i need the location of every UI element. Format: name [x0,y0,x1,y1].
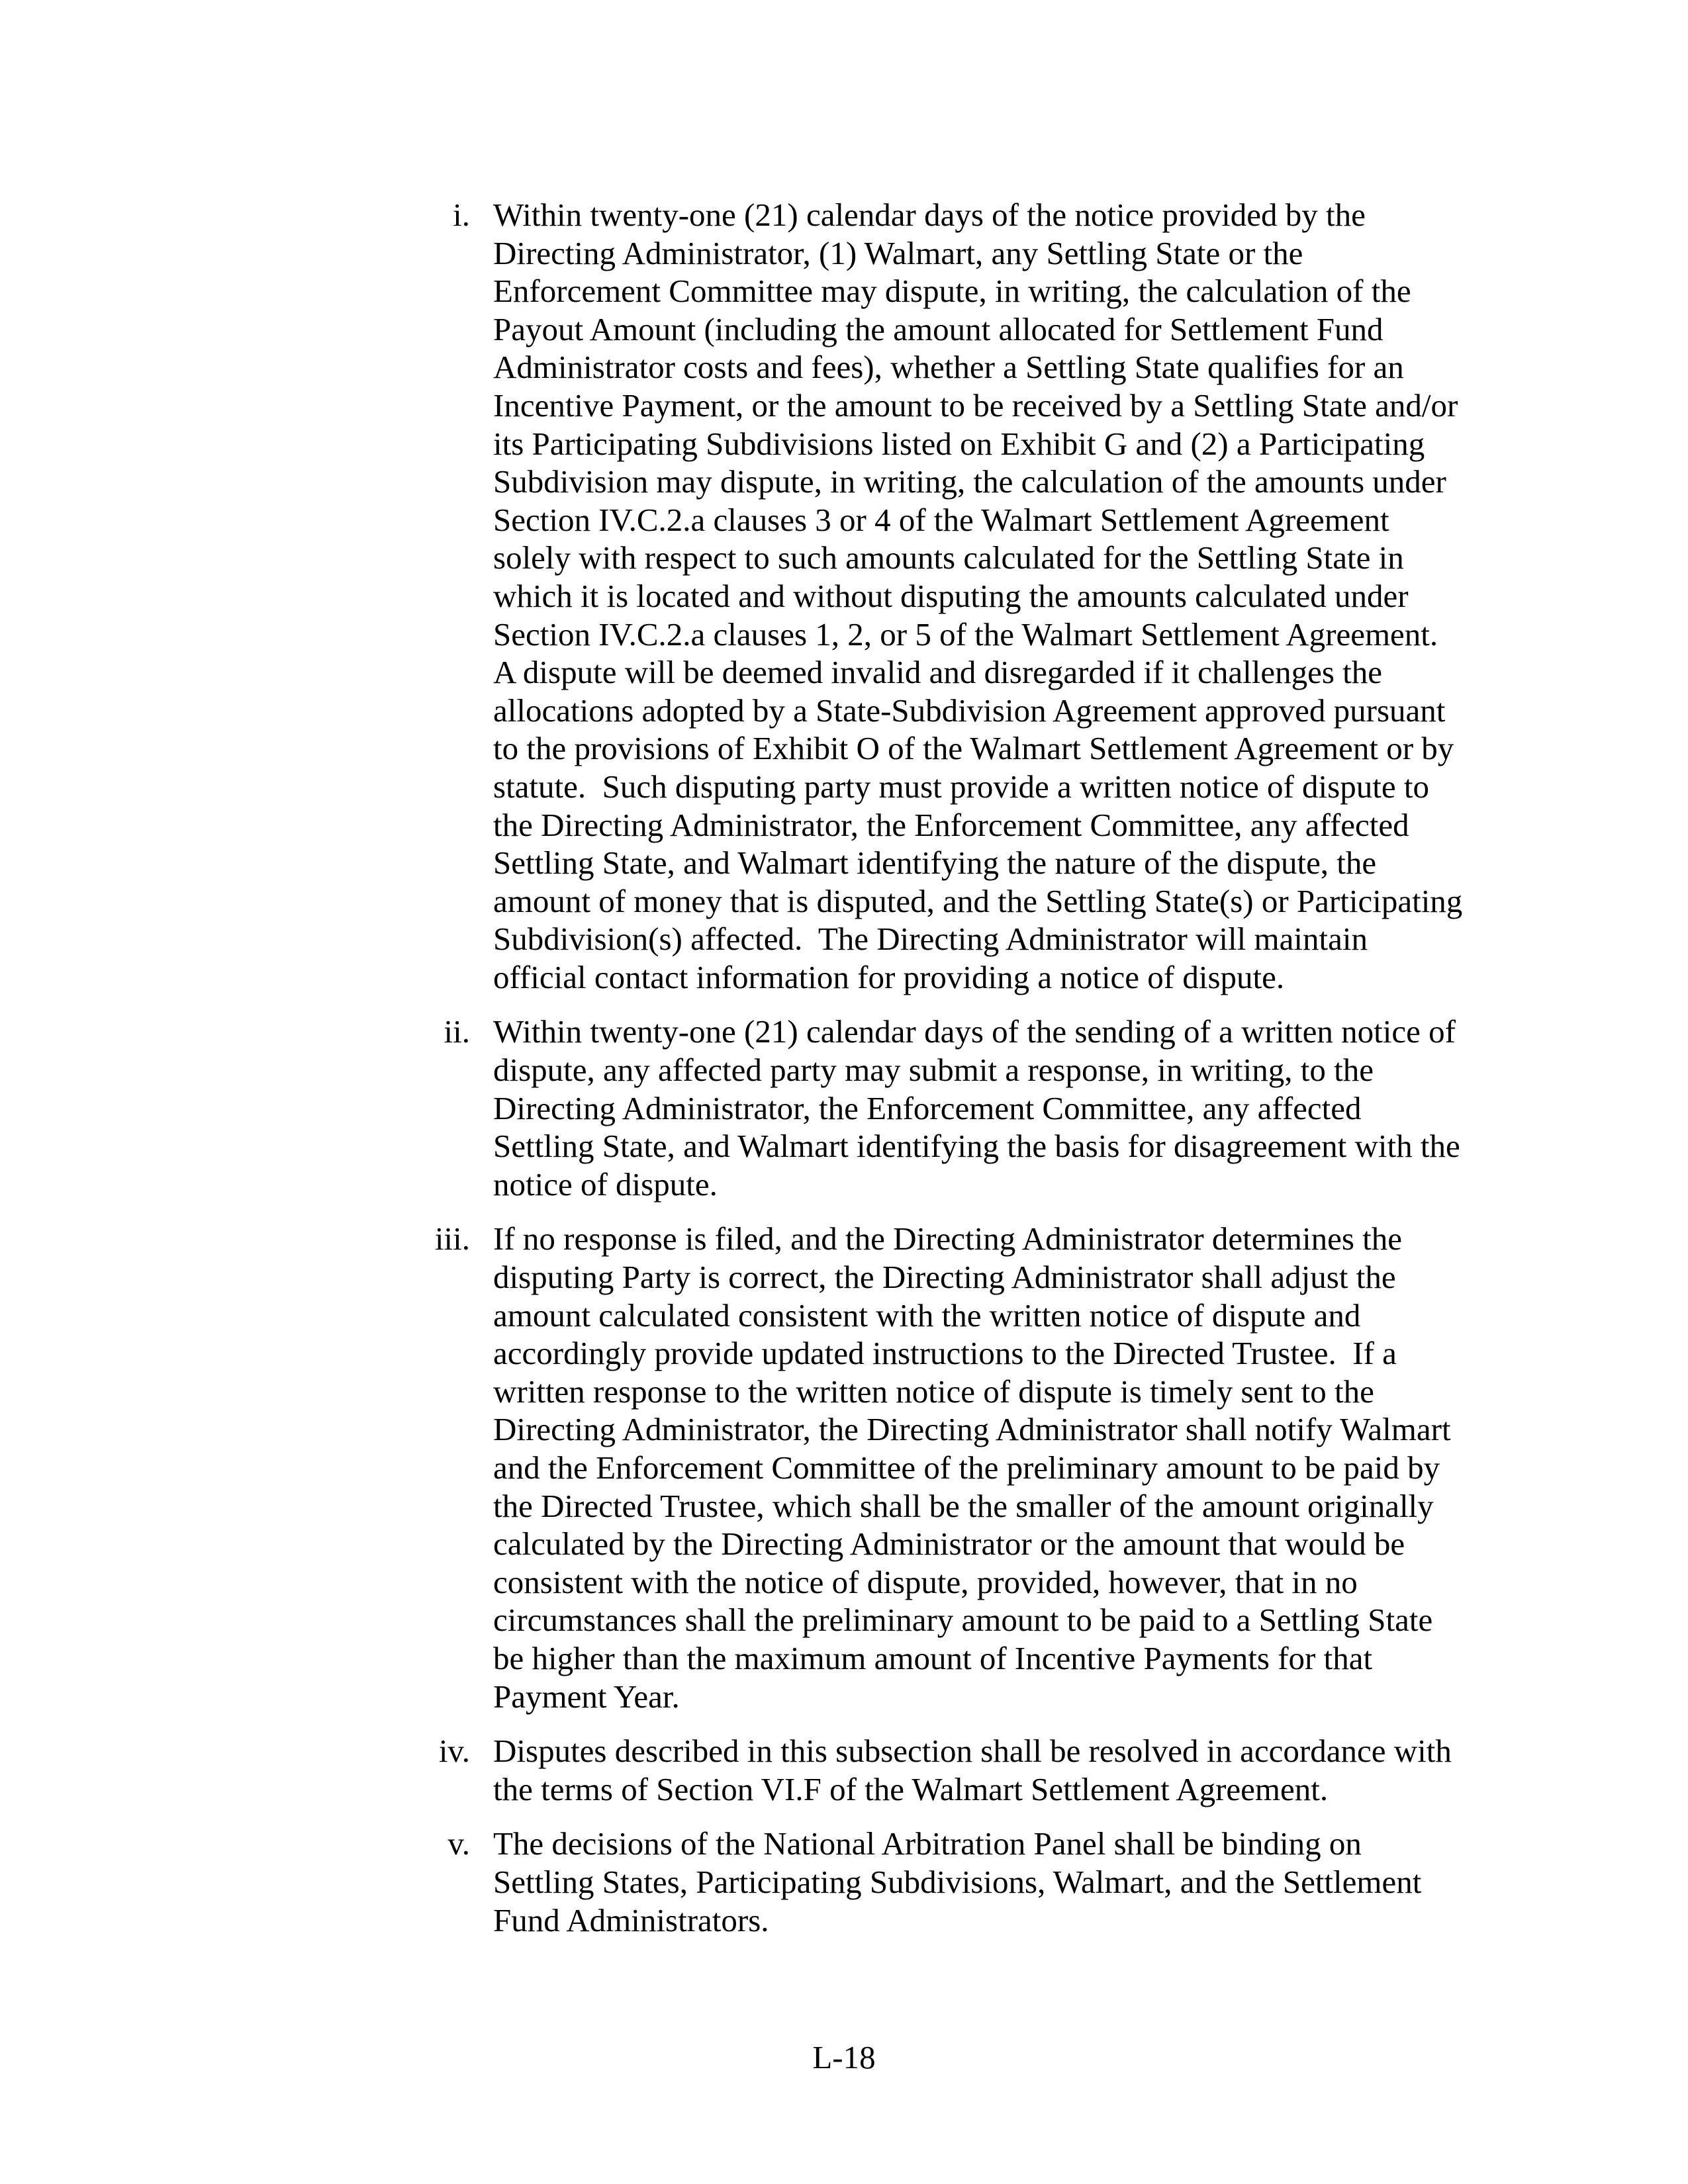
text-line: and the Enforcement Committee of the preliminary amount to be paid by [493,1449,1440,1486]
text-line: Administrator costs and fees), whether a Settling State qualifies for an [493,349,1404,386]
text-line: Directing Administrator, the Enforcement Committee, any affected [493,1089,1362,1126]
text-line: The decisions of the National Arbitration Panel shall be binding on [493,1825,1362,1862]
text-line: Settling States, Participating Subdivisions, Walmart, and the Settlement [493,1863,1422,1900]
text-line: the terms of Section VI.F of the Walmart Settlement Agreement. [493,1770,1329,1807]
list-item-text [493,1732,1489,1808]
text-line: the Directing Administrator, the Enforcement Committee, any affected [493,806,1409,843]
text-line: Section IV.C.2.a clauses 3 or 4 of the Walmart Settlement Agreement [493,501,1389,538]
dispute-procedure-list [397,196,1489,1956]
list-item-text [493,1220,1489,1715]
list-item-text [493,196,1489,996]
text-line: which it is located and without disputing the amounts calculated under [493,577,1409,614]
text-line: written response to the written notice of dispute is timely sent to the [493,1373,1374,1410]
list-item-numeral: iv. [438,1733,470,1770]
text-line: Within twenty-one (21) calendar days of the sending of a written notice of [493,1013,1456,1050]
text-line: Fund Administrators. [493,1901,769,1938]
text-line: consistent with the notice of dispute, provided, however, that in no [493,1563,1358,1600]
list-item-text [493,1825,1489,1939]
text-line: solely with respect to such amounts calculated for the Settling State in [493,539,1404,576]
text-line: its Participating Subdivisions listed on Exhibit G and (2) a Participating [493,425,1425,462]
list-item [397,196,1489,996]
text-line: Settling State, and Walmart identifying the nature of the dispute, the [493,844,1377,882]
text-line: allocations adopted by a State-Subdivision Agreement approved pursuant [493,692,1446,729]
text-line: Section IV.C.2.a clauses 1, 2, or 5 of the Walmart Settlement Agreement. [493,615,1438,653]
text-line: amount of money that is disputed, and the Settling State(s) or Participating [493,882,1463,919]
text-line: statute. Such disputing party must provide a written notice of dispute to [493,768,1429,805]
list-item-numeral: ii. [444,1013,470,1050]
text-line: disputing Party is correct, the Directing Administrator shall adjust the [493,1259,1396,1296]
list-item [397,1220,1489,1715]
text-line: Incentive Payment, or the amount to be received by a Settling State and/or [493,387,1458,424]
text-line: calculated by the Directing Administrator or the amount that would be [493,1525,1405,1563]
list-item-text [493,1013,1489,1203]
text-line: Payment Year. [493,1678,680,1715]
text-line: the Directed Trustee, which shall be the smaller of the amount originally [493,1487,1434,1524]
text-line: A dispute will be deemed invalid and disregarded if it challenges the [493,654,1383,691]
page-number: L-18 [812,2039,876,2075]
text-line: Payout Amount (including the amount allocated for Settlement Fund [493,310,1383,347]
list-item-numeral: v. [447,1825,470,1862]
text-line: If no response is filed, and the Directing Administrator determines the [493,1220,1403,1257]
text-line: circumstances shall the preliminary amount to be paid to a Settling State [493,1602,1433,1639]
list-item [397,1825,1489,1939]
text-line: Subdivision may dispute, in writing, the calculation of the amounts under [493,463,1446,500]
text-line: Settling State, and Walmart identifying the basis for disagreement with the [493,1128,1460,1165]
list-item [397,1732,1489,1808]
text-line: official contact information for providing a notice of dispute. [493,958,1285,995]
text-line: accordingly provide updated instructions to the Directed Trustee. If a [493,1335,1397,1372]
text-line: notice of dispute. [493,1165,718,1203]
text-line: dispute, any affected party may submit a response, in writing, to the [493,1052,1374,1089]
list-item-numeral: iii. [434,1220,470,1257]
text-line: Directing Administrator, the Directing Administrator shall notify Walmart [493,1411,1451,1448]
text-line: to the provisions of Exhibit O of the Walmart Settlement Agreement or by [493,730,1454,767]
list-item [397,1013,1489,1203]
text-line: be higher than the maximum amount of Incentive Payments for that [493,1639,1373,1676]
text-line: Directing Administrator, (1) Walmart, any Settling State or the [493,234,1303,271]
text-line: Subdivision(s) affected. The Directing Administrator will maintain [493,921,1368,958]
text-line: Disputes described in this subsection shall be resolved in accordance with [493,1733,1452,1770]
text-line: Within twenty-one (21) calendar days of the notice provided by the [493,197,1366,233]
text-line: Enforcement Committee may dispute, in writing, the calculation of the [493,273,1411,310]
list-item-numeral: i. [453,197,470,233]
text-line: amount calculated consistent with the written notice of dispute and [493,1297,1361,1334]
